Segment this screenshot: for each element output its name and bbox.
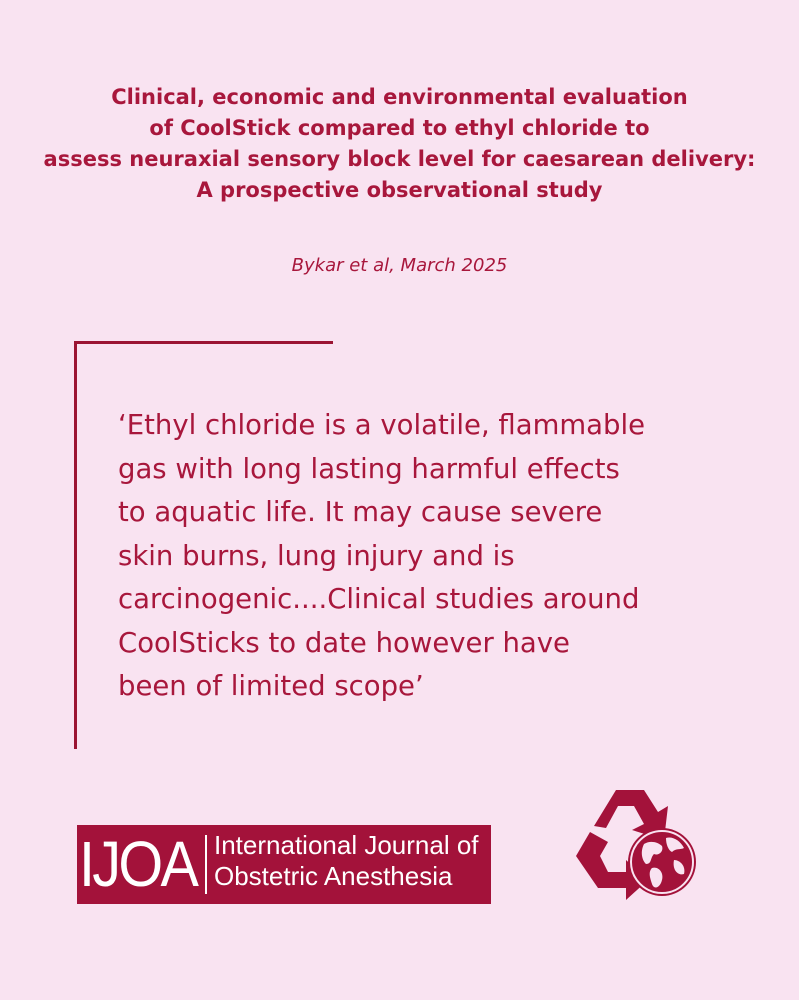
journal-name-line: International Journal of: [214, 830, 479, 860]
quote-line: CoolSticks to date however have: [118, 626, 570, 659]
citation: Bykar et al, March 2025: [291, 255, 508, 276]
journal-logo: [77, 825, 491, 904]
quote-line: gas with long lasting harmful effects: [118, 452, 620, 485]
journal-logo-divider: [205, 835, 207, 894]
quote-frame-top: [74, 341, 333, 344]
title-line: Clinical, economic and environmental evaluation: [111, 85, 688, 109]
article-title: [0, 82, 799, 206]
pull-quote: [118, 404, 758, 709]
quote-frame-left: [74, 341, 77, 749]
title-line: A prospective observational study: [196, 178, 603, 202]
quote-line: carcinogenic....Clinical studies around: [118, 583, 640, 615]
journal-logo-name: [214, 830, 479, 892]
recycle-globe-icon: [566, 776, 706, 906]
quote-line: skin burns, lung injury and is: [118, 539, 515, 572]
journal-name-line: Obstetric Anesthesia: [214, 861, 453, 891]
quote-line: been of limited scope’: [118, 670, 424, 702]
title-line: assess neuraxial sensory block level for caesarean delivery:: [43, 147, 756, 171]
journal-logo-abbreviation: IJOA: [79, 828, 197, 900]
title-line: of CoolStick compared to ethyl chloride to: [149, 116, 650, 140]
quote-line: ‘Ethyl chloride is a volatile, flammable: [118, 409, 646, 441]
quote-line: to aquatic life. It may cause severe: [118, 496, 603, 528]
